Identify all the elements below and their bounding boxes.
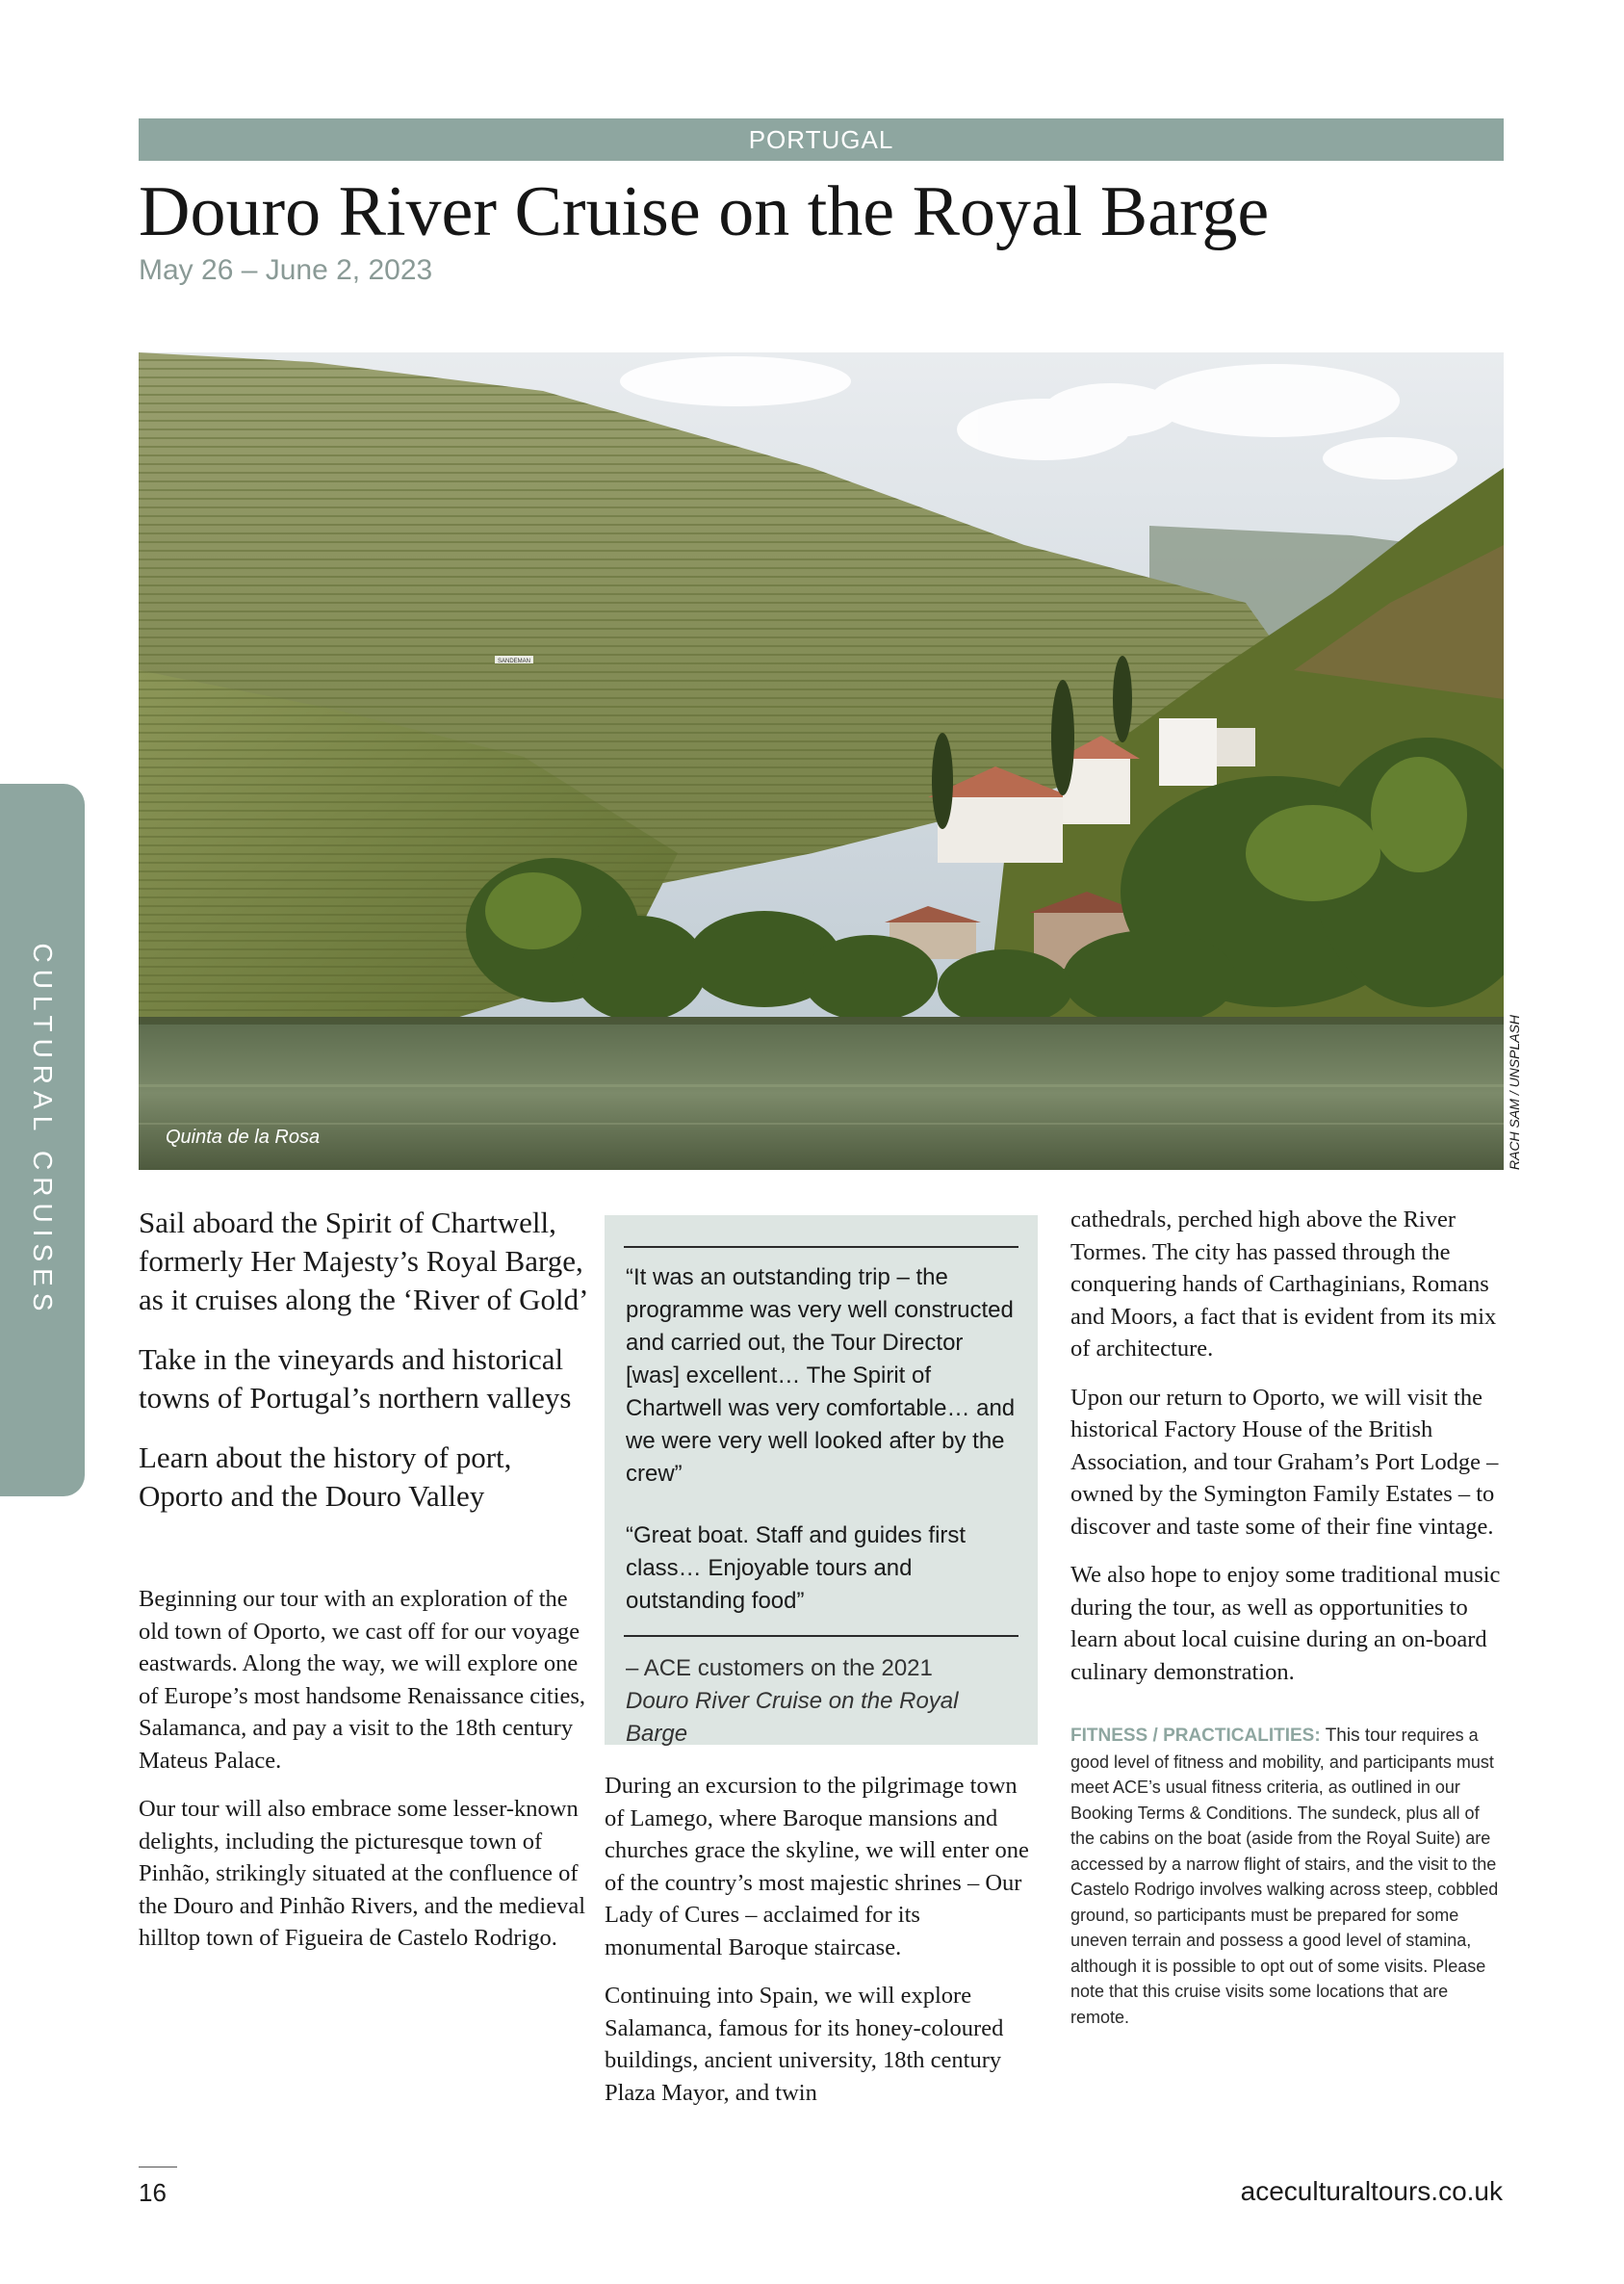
- fitness-note: [1070, 1723, 1506, 2030]
- fitness-text: requires a good level of fitness and mobility, and participants must meet ACE’s usual fitness criteria, as outlined in our Booking Terms & Conditions. The sundeck, plus all of the cabins on the boat (aside from the Royal Suite) are accessed by a narrow flight of stairs, and the visit to the Castelo Rodrigo involves walking across steep, cobbled ground, so participants must be prepared for some uneven terrain and possess a good level of stamina, although it is possible to opt out of some visits. Please note that this cruise visits some locations that are remote.: [1070, 1726, 1499, 2027]
- testimonial-quote: “Great boat. Staff and guides first class… Enjoyable tours and outstanding food”: [626, 1522, 967, 1614]
- attribution-tour-name: Douro River Cruise on the Royal Barge: [626, 1688, 959, 1747]
- attribution-text: – ACE customers on the 2021: [626, 1655, 933, 1681]
- section-side-tab-label: CULTURAL CRUISES: [28, 943, 58, 1318]
- photo-credit: RACH SAM / UNSPLASH: [1507, 1014, 1522, 1170]
- tour-dates: May 26 – June 2, 2023: [139, 254, 433, 286]
- sandeman-sign: SANDEMAN: [497, 659, 531, 664]
- body-paragraph: We also hope to enjoy some traditional music during the tour, as well as opportunities to learn about local cuisine during an on-board culinary demonstration.: [1070, 1562, 1501, 1685]
- body-paragraph: Upon our return to Oporto, we will visit the historical Factory House of the British Association, and tour Graham’s Port Lodge – owned by the Symington Family Estates – to discover and taste some of their fine vintage.: [1070, 1384, 1499, 1540]
- page-title: Douro River Cruise on the Royal Barge: [139, 172, 1270, 251]
- divider: [624, 1635, 1018, 1637]
- fitness-lead: This tour: [1325, 1726, 1397, 1746]
- divider: [624, 1246, 1018, 1248]
- testimonial-box: [605, 1215, 1038, 1745]
- body-paragraph: Continuing into Spain, we will explore Salamanca, famous for its honey-coloured buildings, ancient university, 18th century Plaza Mayor, and twin: [605, 1983, 1004, 2106]
- country-banner: PORTUGAL: [139, 118, 1504, 161]
- column-left: [139, 1204, 591, 1971]
- body-paragraph: cathedrals, perched high above the River Tormes. The city has passed through the conquering hands of Carthaginians, Romans and Moors, a fact that is evident from its mix of architecture.: [1070, 1207, 1497, 1362]
- column-middle: [605, 1770, 1038, 2125]
- highlight-item: Sail aboard the Spirit of Chartwell, formerly Her Majesty’s Royal Barge, as it cruises along the ‘River of Gold’: [139, 1206, 589, 1316]
- hero-photo: [139, 352, 1504, 1170]
- douro-valley-illustration: [139, 352, 1504, 1170]
- body-paragraph: During an excursion to the pilgrimage town of Lamego, where Baroque mansions and churches grace the skyline, we will enter one of the country’s most majestic shrines – Our Lady of Cures – acclaimed for its monumental Baroque staircase.: [605, 1773, 1029, 1960]
- body-paragraph: Our tour will also embrace some lesser-known delights, including the picturesque town of Pinhão, strikingly situated at the confluence of the Douro and Pinhão Rivers, and the medieval hilltop town of Figueira de Castelo Rodrigo.: [139, 1796, 586, 1951]
- column-right: [1070, 1204, 1506, 2030]
- page-number: 16: [139, 2178, 167, 2207]
- photo-caption: Quinta de la Rosa: [166, 1127, 321, 1148]
- body-paragraph: Beginning our tour with an exploration of the old town of Oporto, we cast off for our voyage eastwards. Along the way, we will explore one of Europe’s most handsome Renaissance cities, Salamanca, and pay a visit to the 18th century Mateus Palace.: [139, 1586, 586, 1774]
- testimonial-attribution: [624, 1652, 1018, 1751]
- testimonial-quote: “It was an outstanding trip – the programme was very well constructed and carried out, the Tour Director [was] excellent… The Spirit of Chartwell was very comfortable… and we were very well looked after by the crew”: [626, 1264, 1016, 1487]
- highlight-item: Take in the vineyards and historical towns of Portugal’s northern valleys: [139, 1342, 572, 1415]
- website-url[interactable]: aceculturaltours.co.uk: [1240, 2176, 1503, 2206]
- highlight-item: Learn about the history of port, Oporto and the Douro Valley: [139, 1440, 512, 1513]
- fitness-label: FITNESS / PRACTICALITIES:: [1070, 1726, 1321, 1746]
